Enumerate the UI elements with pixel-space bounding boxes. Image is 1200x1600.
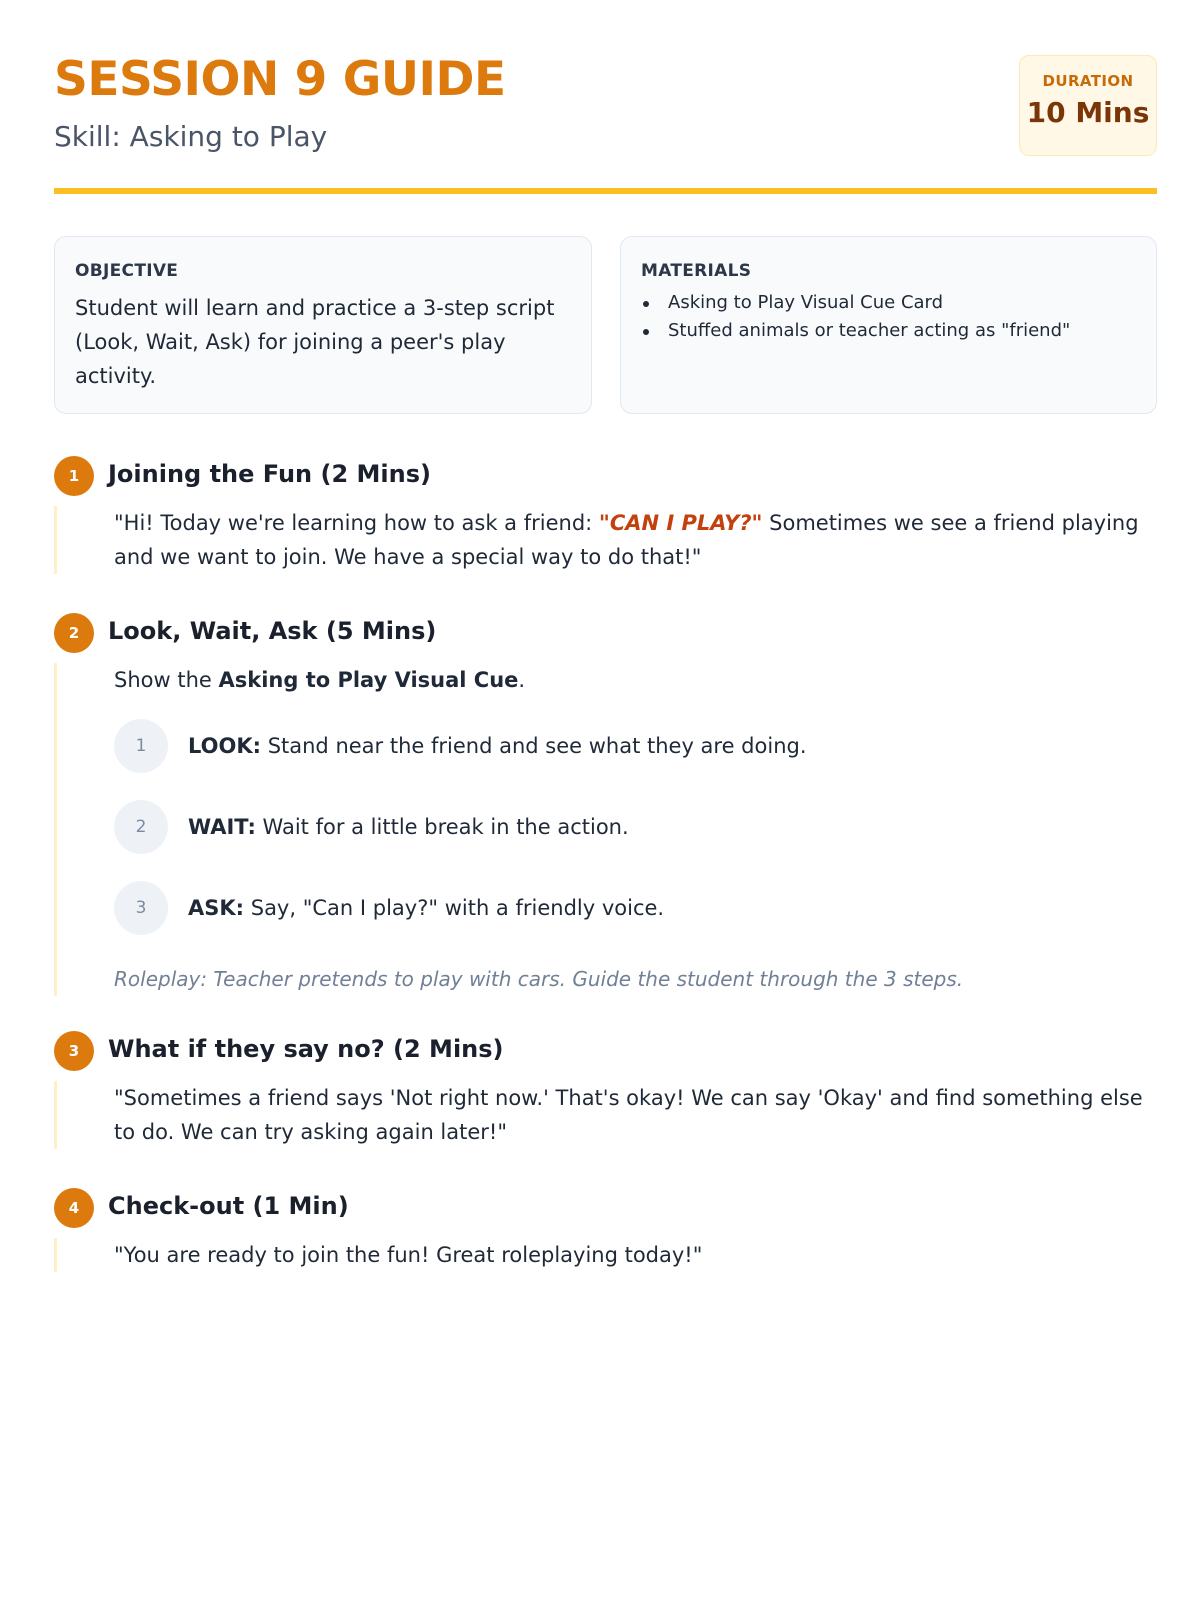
section-title: What if they say no? (2 Mins) [108, 1035, 504, 1063]
step-key: LOOK: [188, 734, 262, 758]
section-look-wait-ask [54, 613, 1157, 996]
page-title: SESSION 9 GUIDE [54, 52, 506, 107]
section-title: Look, Wait, Ask (5 Mins) [108, 617, 437, 645]
duration-badge [1019, 55, 1157, 156]
section-number-badge: 3 [54, 1031, 94, 1071]
section-number-badge: 2 [54, 613, 94, 653]
step-description: Wait for a little break in the action. [255, 815, 629, 839]
section-check-out [54, 1188, 1157, 1272]
objective-label: OBJECTIVE [75, 261, 179, 281]
section-header [54, 1031, 1157, 1071]
objective-card [54, 236, 592, 414]
script-text: "Hi! Today we're learning how to ask a friend: [114, 511, 599, 535]
duration-label: DURATION [1042, 72, 1134, 90]
step-description: Say, "Can I play?" with a friendly voice. [244, 896, 665, 920]
section-number-badge: 4 [54, 1188, 94, 1228]
step-item [114, 719, 1157, 773]
materials-card [620, 236, 1157, 414]
section-title: Check-out (1 Min) [108, 1192, 349, 1220]
section-header [54, 456, 1157, 496]
step-item [114, 881, 1157, 935]
script-text: Sometimes we see a friend playing and we want to join. We have a special way to do that!" [114, 511, 1139, 569]
section-body [54, 663, 1157, 996]
step-number: 2 [114, 800, 168, 854]
intro-text: . [518, 668, 526, 692]
step-item [114, 800, 1157, 854]
step-text [188, 891, 664, 925]
duration-value: 10 Mins [1026, 96, 1150, 129]
materials-label: MATERIALS [641, 261, 752, 281]
materials-item: Asking to Play Visual Cue Card [641, 289, 1141, 317]
section-intro [114, 663, 1157, 697]
page-subtitle: Skill: Asking to Play [54, 120, 328, 153]
step-key: ASK: [188, 896, 245, 920]
section-header [54, 1188, 1157, 1228]
steps-list [114, 719, 1157, 935]
objective-text: Student will learn and practice a 3-step script (Look, Wait, Ask) for joining a peer's play activity. [75, 296, 555, 388]
step-number: 1 [114, 719, 168, 773]
section-number-badge: 1 [54, 456, 94, 496]
materials-list [641, 289, 1141, 345]
section-header [54, 613, 1157, 653]
intro-text: Show the [114, 668, 219, 692]
section-body: "Sometimes a friend says 'Not right now.' That's okay! We can say 'Okay' and find something else to do. We can try asking again later!" [54, 1081, 1157, 1149]
materials-item: Stuffed animals or teacher acting as "friend" [641, 317, 1141, 345]
section-joining-the-fun [54, 456, 1157, 574]
section-body [54, 506, 1157, 574]
section-body: "You are ready to join the fun! Great roleplaying today!" [54, 1238, 1157, 1272]
roleplay-note: Roleplay: Teacher pretends to play with cars. Guide the student through the 3 steps. [114, 967, 964, 991]
step-number: 3 [114, 881, 168, 935]
step-text [188, 729, 807, 763]
step-text [188, 810, 629, 844]
script-emphasis: "CAN I PLAY?" [598, 511, 763, 535]
header-divider [54, 188, 1157, 194]
step-description: Stand near the friend and see what they are doing. [261, 734, 807, 758]
intro-bold-text: Asking to Play Visual Cue [218, 668, 519, 692]
section-what-if-no [54, 1031, 1157, 1149]
section-title: Joining the Fun (2 Mins) [108, 460, 431, 488]
step-key: WAIT: [188, 815, 256, 839]
